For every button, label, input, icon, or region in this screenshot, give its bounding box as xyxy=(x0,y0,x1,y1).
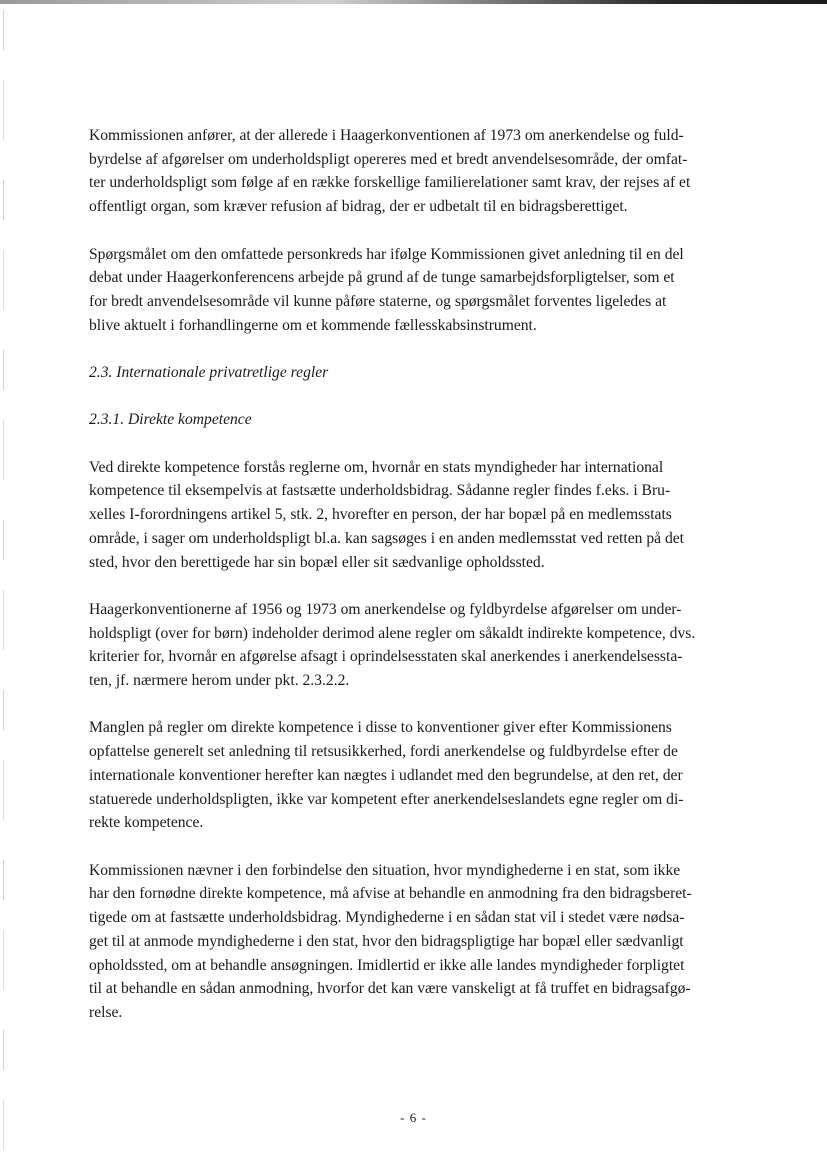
text-line: kompetence til eksempelvis at fastsætte underholdsbidrag. Sådanne regler findes f.eks. i Bru- xyxy=(89,482,671,500)
section-heading-2-3: 2.3. Internationale privatretlige regler xyxy=(89,364,329,381)
text-line: har den fornødne direkte kompetence, må afvise at behandle en anmodning fra den bidragsberet- xyxy=(89,885,692,903)
paragraph-haagerkonventionerne xyxy=(89,598,754,693)
text-line: Kommissionen nævner i den forbindelse den situation, hvor myndighederne i en stat, som ikke xyxy=(89,861,681,879)
text-line: opholdssted, om at behandle ansøgningen. Imidlertid er ikke alle landes myndigheder forpligtet xyxy=(89,956,685,974)
text-line: offentligt organ, som kræver refusion af bidrag, der er udbetalt til en bidragsberettiget. xyxy=(89,198,628,216)
text-line: Spørgsmålet om den omfattede personkreds har ifølge Kommissionen givet anledning til en del xyxy=(89,245,684,263)
section-heading-2-3-1: 2.3.1. Direkte kompetence xyxy=(89,411,252,429)
paragraph-scope xyxy=(89,124,754,219)
text-line: rekte kompetence. xyxy=(89,814,204,832)
text-line: opfattelse generelt set anledning til retsusikkerhed, fordi anerkendelse og fuldbyrdelse efter de xyxy=(89,743,678,761)
text-line: statuerede underholdspligten, ikke var kompetent efter anerkendelseslandets egne regler om di- xyxy=(89,790,684,808)
text-line: område, i sager om underholdspligt bl.a. kan sagsøges i en anden medlemsstat ved retten på det xyxy=(89,529,684,547)
text-line: get til at anmode myndighederne i den stat, hvor den bidragspligtige har bopæl eller sædvanligt xyxy=(89,932,684,950)
text-line: Manglen på regler om direkte kompetence i disse to konventioner giver efter Kommissionens xyxy=(89,719,672,737)
text-line: debat under Haagerkonferencens arbejde på grund af de tunge samarbejdsforpligtelser, som et xyxy=(89,269,675,287)
text-line: xelles I-forordningens artikel 5, stk. 2, hvorefter en person, der har bopæl på en medlemsstats xyxy=(89,506,672,524)
document-page xyxy=(89,124,754,1025)
text-line: til at behandle en sådan anmodning, hvorfor det kan være vanskeligt at få truffet en bidragsafgø- xyxy=(89,980,691,998)
paragraph-kommissionen-naevner xyxy=(89,859,754,1025)
page-number: - 6 - xyxy=(400,1110,427,1125)
text-line: holdspligt (over for børn) indeholder derimod alene regler om såkaldt indirekte kompetence, dvs. xyxy=(89,624,696,642)
text-line: ter underholdspligt som følge af en række forskellige familierelationer samt krav, der rejses af et xyxy=(89,174,691,192)
text-line: Ved direkte kompetence forstås reglerne om, hvornår en stats myndigheder har international xyxy=(89,458,664,476)
text-line: byrdelse af afgørelser om underholdspligt opereres med et bredt anvendelsesområde, der omfat- xyxy=(89,150,688,168)
paragraph-personkreds xyxy=(89,243,754,338)
text-line: kriterier for, hvornår en afgørelse afsagt i oprindelsesstaten skal anerkendes i anerkendelsessta- xyxy=(89,648,683,666)
text-line: internationale konventioner herefter kan nægtes i udlandet med den begrundelse, at den ret, der xyxy=(89,766,683,784)
paragraph-direkte-kompetence xyxy=(89,456,754,575)
text-line: for bredt anvendelsesområde vil kunne påføre staterne, og spørgsmålet forventes ligeledes at xyxy=(89,292,667,310)
scan-left-edge xyxy=(3,10,4,1150)
paragraph-manglen xyxy=(89,716,754,835)
text-line: ten, jf. nærmere herom under pkt. 2.3.2.2. xyxy=(89,672,350,690)
text-line: tigede om at fastsætte underholdsbidrag. Myndighederne i en sådan stat vil i stedet være nødsa- xyxy=(89,909,685,927)
text-line: Kommissionen anfører, at der allerede i Haagerkonventionen af 1973 om anerkendelse og fuld- xyxy=(89,127,684,144)
text-line: sted, hvor den berettigede har sin bopæl eller sit sædvanlige opholdssted. xyxy=(89,553,545,571)
scan-top-edge xyxy=(0,0,827,4)
text-line: relse. xyxy=(89,1003,123,1021)
text-line: Haagerkonventionerne af 1956 og 1973 om anerkendelse og fyldbyrdelse afgørelser om under- xyxy=(89,600,682,618)
text-line: blive aktuelt i forhandlingerne om et kommende fællesskabsinstrument. xyxy=(89,316,537,334)
